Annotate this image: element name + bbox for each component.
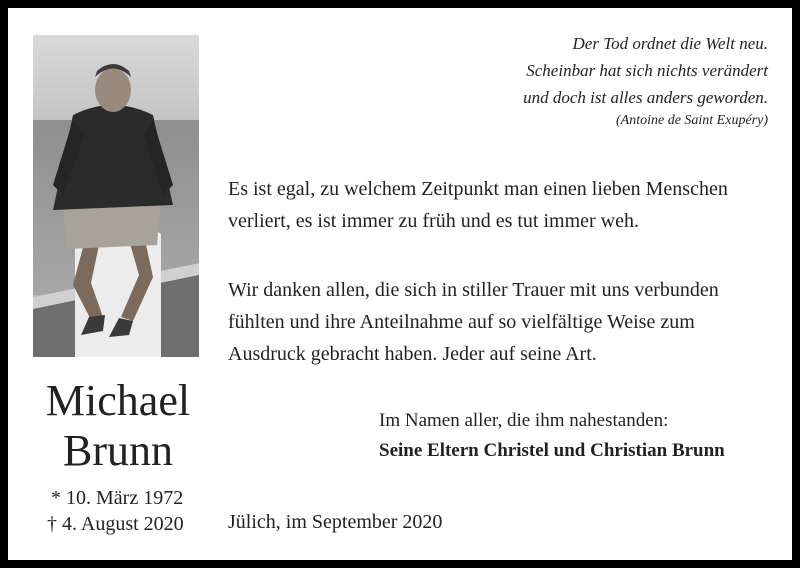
quote-block [523,30,768,131]
deceased-first-name: Michael [45,376,191,425]
place-date: Jülich, im September 2020 [228,511,443,533]
paragraph-2 [228,274,768,370]
signature-intro: Im Namen aller, die ihm nahestanden: [379,410,669,431]
paragraph-1 [228,173,768,237]
paragraph-line: verliert, es ist immer zu früh und es tut immer weh. [228,210,640,232]
quote-line: Der Tod ordnet die Welt neu. [572,34,768,53]
signature-names: Seine Eltern Christel und Christian Brunn [379,440,725,461]
death-date: † 4. August 2020 [47,513,184,535]
signature-block [379,406,725,466]
quote-author: (Antoine de Saint Exupéry) [615,113,768,128]
portrait-photo [33,35,199,357]
birth-date: * 10. März 1972 [51,487,184,509]
deceased-last-name: Brunn [63,426,173,475]
paragraph-line: Wir danken allen, die sich in stiller Trauer mit uns verbunden [228,279,719,301]
paragraph-line: Es ist egal, zu welchem Zeitpunkt man einen lieben Menschen [228,178,728,200]
quote-line: Scheinbar hat sich nichts verändert [526,61,768,80]
paragraph-line: fühlten und ihre Anteilnahme auf so vielfältige Weise zum [228,311,695,333]
quote-line: und doch ist alles anders geworden. [523,88,768,107]
paragraph-line: Ausdruck gebracht haben. Jeder auf seine Art. [228,343,597,365]
